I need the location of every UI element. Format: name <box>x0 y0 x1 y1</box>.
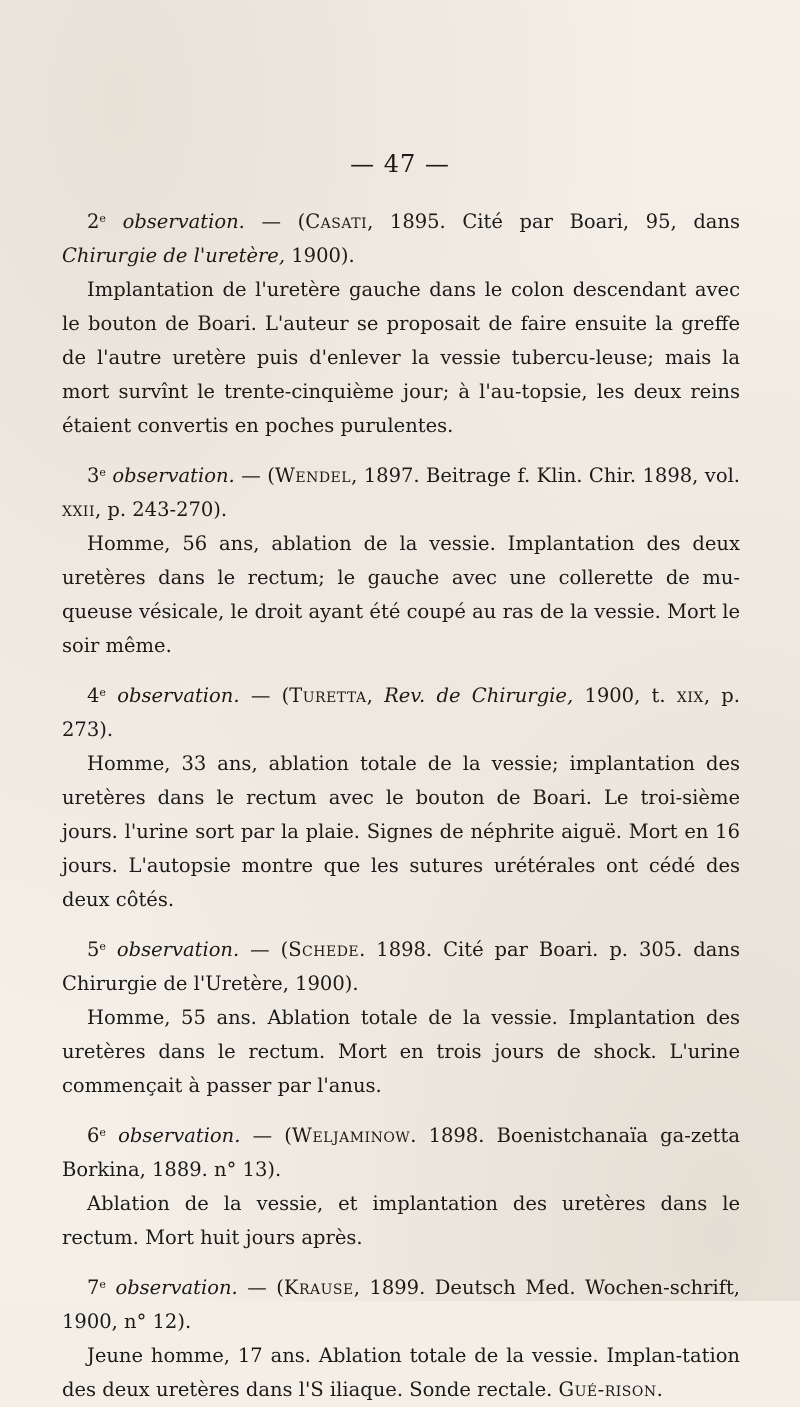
observation-heading: 4e observation. — (Turetta, Rev. de Chirurgie, 1900, t. xix, p. 273). <box>62 684 740 741</box>
observation-text: Implantation de l'uretère gauche dans le colon descendant avec le bouton de Boari. L'auteur se proposait de faire ensuite la greffe de l'autre uretère puis d'enlever la vessie tubercu-leuse; mais la mort survînt le trente-cinquième jour; à l'au-topsie, les deux reins étaient convertis en poches purulentes. <box>62 278 740 437</box>
observation-heading: 6e observation. — (Weljaminow. 1898. Boenistchanaïa ga-zetta Borkina, 1889. n° 13). <box>62 1124 740 1181</box>
text-body <box>62 205 740 1407</box>
observation-3 <box>62 459 740 663</box>
observation-heading: 7e observation. — (Krause, 1899. Deutsch Med. Wochen-schrift, 1900, n° 12). <box>62 1276 740 1333</box>
observation-6 <box>62 1119 740 1255</box>
observation-2 <box>62 205 740 443</box>
observation-5 <box>62 933 740 1103</box>
observation-7 <box>62 1271 740 1407</box>
observation-text: Homme, 55 ans. Ablation totale de la vessie. Implantation des uretères dans le rectum. Mort en trois jours de shock. L'urine commençait à passer par l'anus. <box>62 1006 740 1097</box>
outcome: Gué-rison. <box>558 1378 664 1401</box>
observation-heading: 3e observation. — (Wendel, 1897. Beitrage f. Klin. Chir. 1898, vol. xxii, p. 243-270). <box>62 464 740 521</box>
observation-heading: 2e observation. — (Casati, 1895. Cité par Boari, 95, dans Chirurgie de l'uretère, 1900). <box>62 210 740 267</box>
observation-text: Homme, 33 ans, ablation totale de la vessie; implantation des uretères dans le rectum avec le bouton de Boari. Le troi-sième jours. l'urine sort par la plaie. Signes de néphrite aiguë. Mort en 16 jours. L'autopsie montre que les sutures urétérales ont cédé des deux côtés. <box>62 752 740 911</box>
page-number: — 47 — <box>350 150 450 178</box>
observation-heading: 5e observation. — (Schede. 1898. Cité par Boari. p. 305. dans Chirurgie de l'Uretère, 1900). <box>62 938 740 995</box>
observation-4 <box>62 679 740 917</box>
observation-text: Jeune homme, 17 ans. Ablation totale de la vessie. Implan-tation des deux uretères dans l'S iliaque. Sonde rectale. Gué-rison. <box>62 1344 740 1401</box>
observation-text: Ablation de la vessie, et implantation des uretères dans le rectum. Mort huit jours après. <box>62 1192 740 1249</box>
observation-text: Homme, 56 ans, ablation de la vessie. Implantation des deux uretères dans le rectum; le gauche avec une collerette de mu-queuse vésicale, le droit ayant été coupé au ras de la vessie. Mort le soir même. <box>62 532 740 657</box>
